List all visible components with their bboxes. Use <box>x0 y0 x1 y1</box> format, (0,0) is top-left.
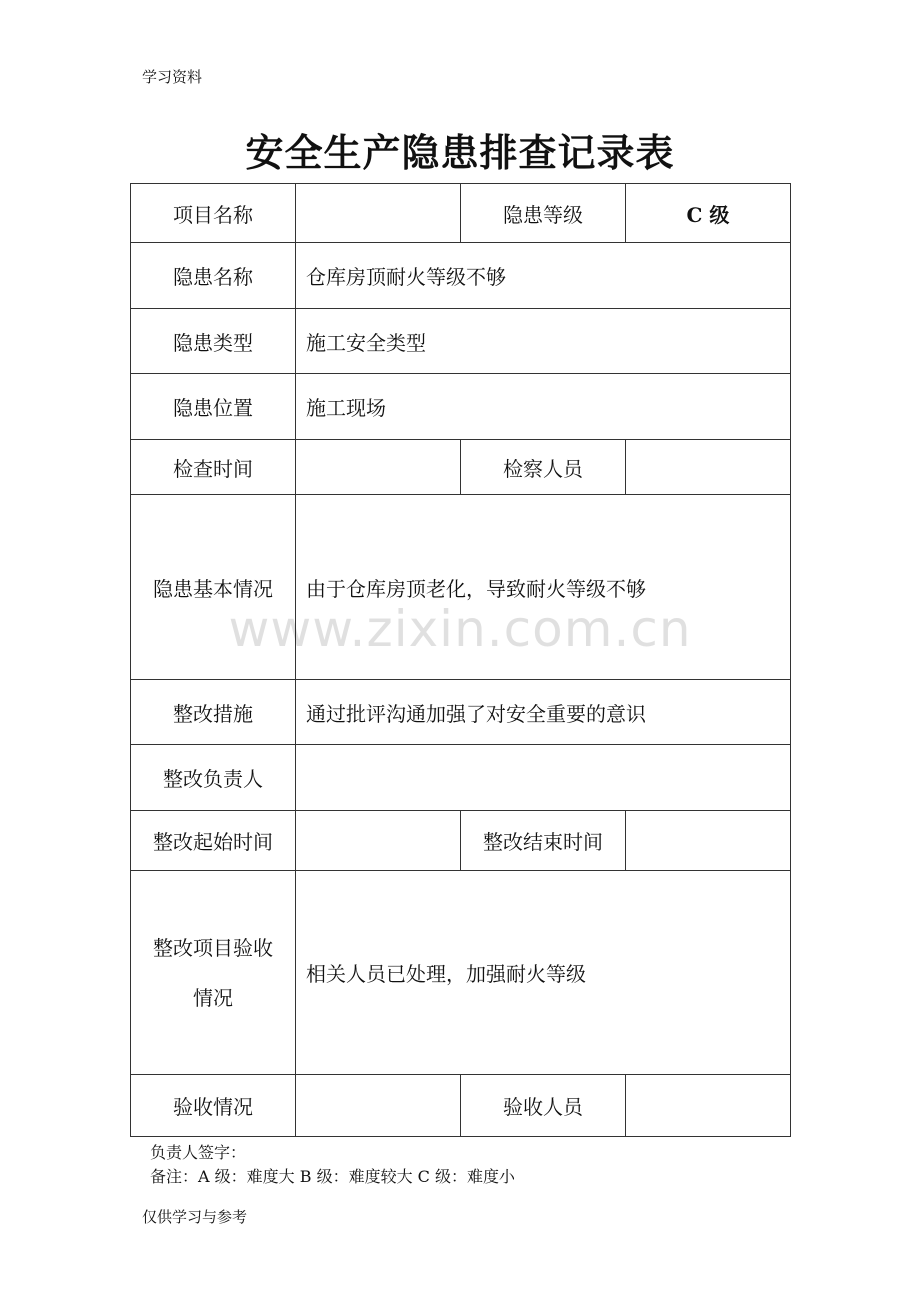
document-title: 安全生产隐患排查记录表 <box>245 130 675 175</box>
row-acceptance-status <box>131 871 791 1075</box>
inspection-time-label: 检查时间 <box>131 440 296 495</box>
row-hazard-type <box>131 309 791 374</box>
rectification-owner-label: 整改负责人 <box>131 745 296 811</box>
rectification-end-value <box>626 811 791 871</box>
basic-situation-label: 隐患基本情况 <box>131 495 296 680</box>
row-project <box>131 184 791 243</box>
inspector-label: 检察人员 <box>461 440 626 495</box>
hazard-name-value: 仓库房顶耐火等级不够 <box>296 243 791 309</box>
rectification-start-label: 整改起始时间 <box>131 811 296 871</box>
acceptance-status-label <box>131 871 296 1075</box>
hazard-location-value: 施工现场 <box>296 374 791 440</box>
acceptance-status-label-line1: 整改项目验收 <box>153 935 273 960</box>
hazard-type-value: 施工安全类型 <box>296 309 791 374</box>
row-inspection <box>131 440 791 495</box>
hazard-location-label: 隐患位置 <box>131 374 296 440</box>
acceptance-status-value: 相关人员已处理，加强耐火等级 <box>296 871 791 1075</box>
project-name-label: 项目名称 <box>131 184 296 243</box>
row-measures <box>131 680 791 745</box>
acceptance-person-value <box>626 1075 791 1137</box>
row-hazard-location <box>131 374 791 440</box>
rectification-end-label: 整改结束时间 <box>461 811 626 871</box>
hazard-level-label: 隐患等级 <box>461 184 626 243</box>
header-note: 学习资料 <box>142 68 203 86</box>
acceptance-person-label: 验收人员 <box>461 1075 626 1137</box>
remark-note: 备注：A 级：难度大 B 级：难度较大 C 级：难度小 <box>150 1167 515 1186</box>
row-owner <box>131 745 791 811</box>
acceptance-label: 验收情况 <box>131 1075 296 1137</box>
rectification-measures-value: 通过批评沟通加强了对安全重要的意识 <box>296 680 791 745</box>
project-name-value <box>296 184 461 243</box>
row-basic-situation <box>131 495 791 680</box>
notes <box>150 1141 515 1189</box>
row-rectification-time <box>131 811 791 871</box>
hazard-level-value: C 级 <box>626 184 791 243</box>
watermark: www.zixin.com.cn <box>228 600 692 658</box>
basic-situation-value: 由于仓库房顶老化，导致耐火等级不够 <box>296 495 791 680</box>
rectification-start-value <box>296 811 461 871</box>
inspection-time-value <box>296 440 461 495</box>
hazard-name-label: 隐患名称 <box>131 243 296 309</box>
acceptance-value <box>296 1075 461 1137</box>
hazard-record-table <box>130 183 791 1137</box>
hazard-type-label: 隐患类型 <box>131 309 296 374</box>
inspector-value <box>626 440 791 495</box>
acceptance-status-label-line2: 情况 <box>193 985 233 1010</box>
row-acceptance <box>131 1075 791 1137</box>
signature-note: 负责人签字： <box>150 1143 247 1162</box>
rectification-owner-value <box>296 745 791 811</box>
footer-note: 仅供学习与参考 <box>142 1208 248 1226</box>
rectification-measures-label: 整改措施 <box>131 680 296 745</box>
row-hazard-name <box>131 243 791 309</box>
